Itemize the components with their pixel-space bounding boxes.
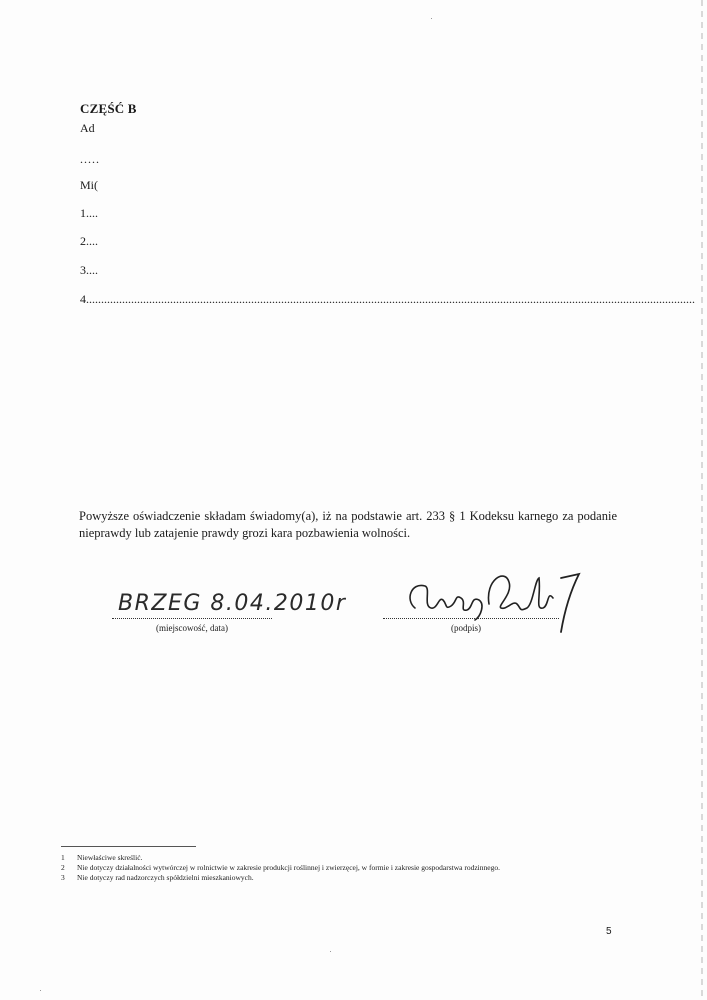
footnotes <box>61 853 621 883</box>
handwritten-signature <box>401 560 601 640</box>
footnote-text: Niewłaściwe skreślić. <box>77 853 143 862</box>
scan-speck <box>40 990 41 991</box>
handwritten-place-date: BRZEG 8.04.2010r <box>118 591 347 616</box>
footnote <box>61 853 621 863</box>
field-line: ..... <box>80 152 100 166</box>
field-line: 3.... <box>80 263 98 277</box>
scan-speck <box>431 18 432 19</box>
field-line: Ad <box>80 121 95 135</box>
footnote-divider <box>61 846 196 847</box>
footnote-number: 2 <box>61 863 65 872</box>
page-number: 5 <box>606 926 612 937</box>
field-line: 2.... <box>80 234 98 248</box>
footnote-text: Nie dotyczy działalności wytwórczej w rolnictwie w zakresie produkcji roślinnej i zwierzęcej, w formie i zakresie gospodarstwa rodzinnego. <box>77 863 500 872</box>
footnote-text: Nie dotyczy rad nadzorczych spółdzielni mieszkaniowych. <box>77 873 254 882</box>
declaration-statement: Powyższe oświadczenie składam świadomy(a), iż na podstawie art. 233 § 1 Kodeksu karnego za podanie nieprawdy lub zatajenie prawdy grozi kara pozbawienia wolności. <box>79 509 617 540</box>
scan-speck <box>330 951 331 952</box>
place-date-line <box>112 582 347 619</box>
place-date-block <box>112 582 347 633</box>
field-line: 1.... <box>80 206 98 220</box>
field-line-4: 4........................................................................................................................................................................................................... <box>80 292 695 306</box>
place-date-caption: (miejscowość, data) <box>156 623 228 633</box>
signature-caption: (podpis) <box>451 623 481 633</box>
footnote-number: 1 <box>61 853 65 862</box>
footnote <box>61 863 621 873</box>
signature-block <box>383 582 559 633</box>
footnote-number: 3 <box>61 873 65 882</box>
field-line: Mi( <box>80 178 98 192</box>
section-heading: CZĘŚĆ B <box>80 101 137 116</box>
footnote <box>61 873 621 883</box>
signature-line <box>383 582 559 619</box>
scan-edge-artifact <box>701 0 703 1000</box>
